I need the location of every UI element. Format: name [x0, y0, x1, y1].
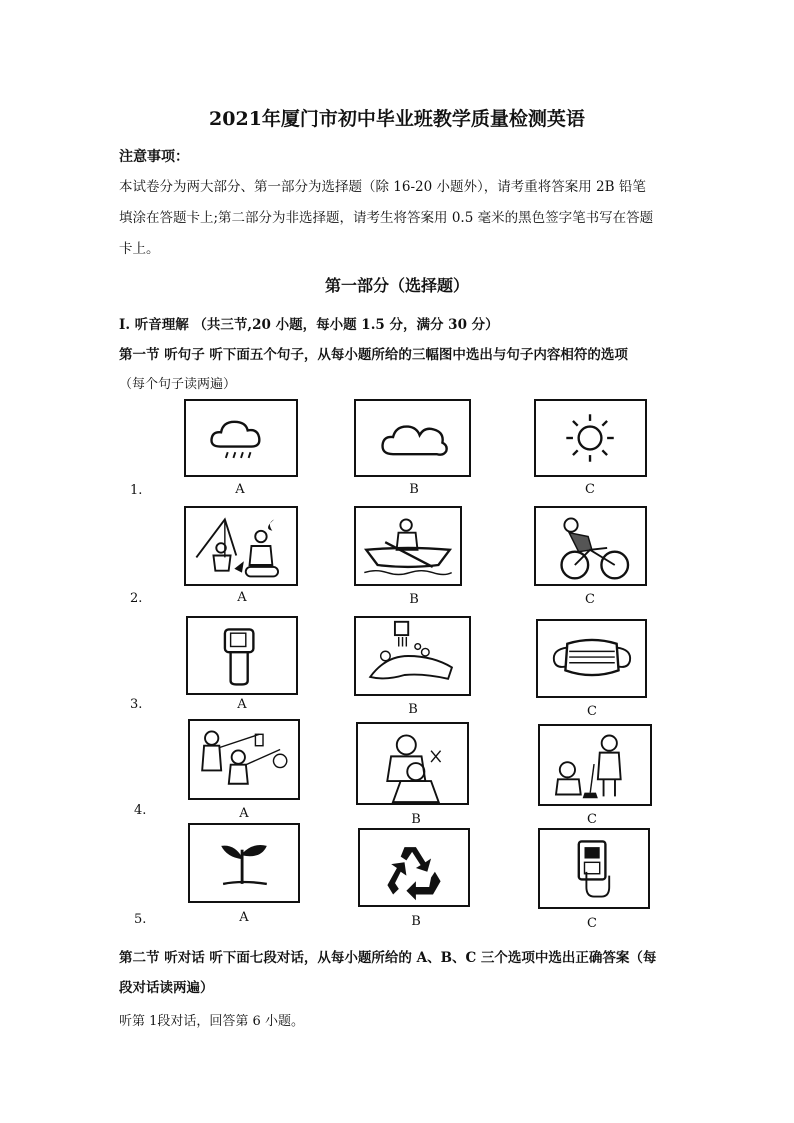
sweeping-icon	[540, 726, 650, 804]
notice-heading: 注意事项：	[119, 149, 189, 165]
option-image[interactable]	[356, 722, 469, 805]
lanterns-icon	[190, 721, 298, 798]
option-image[interactable]	[354, 506, 462, 586]
notice-line-2: 填涂在答题卡上;第二部分为非选择题，请考生将答案用 0.5 毫米的黑色签字笔书写在答题	[119, 210, 654, 226]
option-label: C	[587, 812, 597, 827]
option-label: A	[239, 806, 249, 821]
part-one-title: 第一部分（选择题）	[324, 276, 469, 295]
cloud-icon	[356, 401, 469, 475]
cycling-icon	[536, 508, 645, 584]
option-image[interactable]	[358, 828, 470, 907]
option-label: B	[409, 482, 419, 497]
option-label: A	[237, 590, 247, 605]
option-image[interactable]	[188, 719, 300, 800]
question-number: 1.	[130, 483, 143, 498]
option-image[interactable]	[354, 399, 471, 477]
option-label: B	[409, 592, 419, 607]
option-label: C	[585, 592, 595, 607]
dialogue-instruction: 听第 1段对话，回答第 6 小题。	[119, 1014, 304, 1029]
option-label: C	[587, 704, 597, 719]
face-mask-icon	[538, 621, 645, 696]
notice-line-3: 卡上。	[119, 241, 160, 257]
option-image[interactable]	[536, 619, 647, 698]
camping-icon	[186, 508, 296, 584]
option-label: A	[237, 697, 247, 712]
sun-icon	[536, 401, 645, 475]
page-title: 2021年厦门市初中毕业班教学质量检测英语	[209, 108, 585, 130]
thermometer-gun-icon	[188, 618, 296, 693]
question-number: 5.	[134, 912, 147, 927]
subsection-two-heading: 第二节 听对话 听下面七段对话，从每小题所给的 A、B、C 三个选项中选出正确答案（每	[119, 950, 657, 966]
option-label: C	[585, 482, 595, 497]
option-image[interactable]	[538, 828, 650, 909]
option-label: B	[408, 702, 418, 717]
option-image[interactable]	[188, 823, 300, 903]
rain-cloud-icon	[186, 401, 296, 475]
haircut-icon	[358, 724, 467, 803]
option-image[interactable]	[534, 506, 647, 586]
option-label: B	[411, 812, 421, 827]
option-image[interactable]	[186, 616, 298, 695]
subsection-one-heading: 第一节 听句子 听下面五个句子，从每小题所给的三幅图中选出与句子内容相符的选项	[119, 347, 628, 363]
rowing-boat-icon	[356, 508, 460, 584]
option-label: C	[587, 916, 597, 931]
seedling-icon	[190, 825, 298, 901]
section-one-heading: I. 听音理解 （共三节,20 小题，每小题 1.5 分，满分 30 分）	[119, 317, 499, 333]
hand-washing-icon	[356, 618, 469, 694]
option-image[interactable]	[354, 616, 471, 696]
notice-line-1: 本试卷分为两大部分、第一部分为选择题（除 16-20 小题外），请考重将答案用 2B 铅笔	[119, 179, 646, 195]
option-label: A	[235, 482, 245, 497]
switch-icon	[540, 830, 648, 907]
option-label: B	[411, 914, 421, 929]
option-image[interactable]	[534, 399, 647, 477]
question-number: 2.	[130, 591, 143, 606]
question-number: 4.	[134, 803, 147, 818]
question-number: 3.	[130, 697, 143, 712]
option-image[interactable]	[184, 399, 298, 477]
option-label: A	[239, 910, 249, 925]
option-image[interactable]	[184, 506, 298, 586]
recycle-icon	[360, 830, 468, 905]
option-image[interactable]	[538, 724, 652, 806]
subsection-two-heading-cont: 段对话读两遍）	[119, 980, 214, 996]
subsection-one-note: （每个句子读两遍）	[119, 377, 237, 392]
